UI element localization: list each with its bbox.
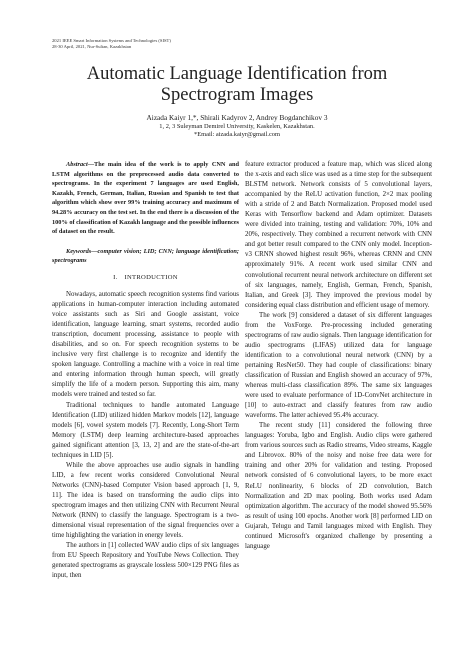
paper-title [0, 64, 474, 106]
paragraph: The authors in [1] collected WAV audio clips of six languages from EU Speech Repository and YouTube News Collection. They generated spectrograms as grayscale lossless 500×129 PNG files as input, then [52, 542, 239, 580]
author-email: *Email: aizada.kaiyr@gmail.com [194, 131, 280, 138]
paragraph: While the above approaches use audio signals in handling LID, a few recent works considered Convolutional Neural Networks (CNN)-based Computer Vision based approach [1, 9, 11]. The idea is based on transforming the audio clips into spectrogram images and then utilizing CNN with Recurrent Neural Network (RNN) to classify the language. Spectrogram is a two-dimensional visual representation of the signal frequencies over a time highlighting the variation in energy levels. [52, 461, 239, 540]
paragraph: The work [9] considered a dataset of six different languages from the VoxForge. Pre-processing included generating spectrograms of raw audio signals. Then language identification for audio spectrograms (LIFAS) utilized data for language identification to a convolutional neural network (CNN) by a pertaining ResNet50. They had couple of classifications: binary classification of Russian and English showed an accuracy of 97%, whereas multi-class classification 89%. The same six languages were used to evaluate performance of 1D-ConvNet architecture in [10] to auto-extract and classify features from raw audio waveforms. The latter achieved 95.4% accuracy. [245, 311, 432, 420]
left-column [52, 160, 239, 581]
abstract [52, 160, 239, 237]
keywords [52, 247, 239, 266]
paragraph: The recent study [11] considered the following three languages: Yoruba, Igbo and English. Audio clips were gathered from various sources such as Radio streams, Video streams, Kaggle and Librovox. 80% of the noisy and noise free data were for training and other 20% for validation and testing. Proposed network consisted of 6 convolutional layers, to be more exact ReLU nonlinearity, 6 blocks of 2D convolution, Batch Normalization and 2D max pooling. Both works used Adam optimization algorithm. The accuracy of the model showed 95.56% as result of using 100 epochs. Another work [8] performed LID on Gujarah, Telugu and Tamil languages mixed with English. They continued Microsoft's organized challenge by presenting a language [245, 422, 432, 550]
title-line-1: Automatic Language Identification from [86, 64, 388, 84]
keywords-text: computer vision; LID; CNN; language identification; spectrograms [52, 247, 239, 265]
authors: Aizada Kaiyr 1,*, Shirali Kadyrov 2, Andrey Bogdanchikov 3 [146, 113, 328, 122]
keywords-lead: Keywords— [66, 247, 98, 255]
abstract-text: —The main idea of the work is to apply CNN and LSTM algorithms on the preprocessed audio data converted to spectrograms. In the experiment 7 languages are used English, Kazakh, French, German, Italian, Russian and Spanish to test that algorithm which show over 99% training accuracy and maximum of 94.28% accuracy on the test set. In the end there is a discussion of the 100% of classification of Kazakh language and the possible influences of dataset on the result. [52, 161, 239, 236]
paragraph: feature extractor produced a feature map, which was sliced along the x-axis and each slice was used as a time step for the subsequent BLSTM network. Network consists of 5 convolutional layers, accompanied by the ReLU activation function, 2×2 max pooling with a stride of 2 and Batch Normalization. Proposed model used Keras with Tensorflow backend and Adam optimizer. Datasets were divided into training, testing and validation: 70%, 10% and 20%, respectively. They combined a recurrent network with CNN and got better result compared to the CNN only model. Inception-v3 CRNN showed highest result 96%, whereas CRNN and CNN approximately 91%. A recent work used similar CNN and convolutional recurrent neural network architecture on different set of six languages, namely, English, German, French, Spanish, Italian, and Greek [3]. They improved the previous model by considering equal class distribution and efficient usage of memory. [245, 161, 432, 309]
conference-header [52, 38, 171, 50]
paragraph: Traditional techniques to handle automated Language Identification (LID) utilized hidden Markov models [12], language models [6], vowel system models [7]. Recently, Long-Short Term Memory (LSTM) deep learning architecture-based approaches gained significant attention [3, 13, 2] and are the state-of-the-art techniques in LID [5]. [52, 401, 239, 459]
conference-dates: 28-30 April, 2021, Nur-Sultan, Kazakhstan [52, 44, 132, 49]
right-column [245, 160, 432, 552]
section-heading-introduction: I. INTRODUCTION [113, 273, 178, 281]
title-line-2: Spectrogram Images [160, 85, 314, 105]
paragraph: Nowadays, automatic speech recognition systems find various applications in human-computer interaction including automated voice assistants such as Siri and Google assistant, voice identification, language learning, smart systems, recorded audio transcription, document processing, assistance to people with disabilities, and so on. For speech recognition systems to be inclusive very first challenge is to recognize and identify the spoken language. Controlling a machine with a voice in real time and entering information through human speech, will greatly simplify the life of a modern person. Supporting this aim, many models were trained and tested so far. [52, 290, 239, 399]
conference-name: 2021 IEEE Smart Information Systems and Technologies (SIST) [52, 38, 171, 43]
abstract-lead: Abstract [66, 161, 88, 168]
affiliation: 1, 2, 3 Suleyman Demirel University, Kaskelen, Kazakhstan. [159, 123, 315, 130]
